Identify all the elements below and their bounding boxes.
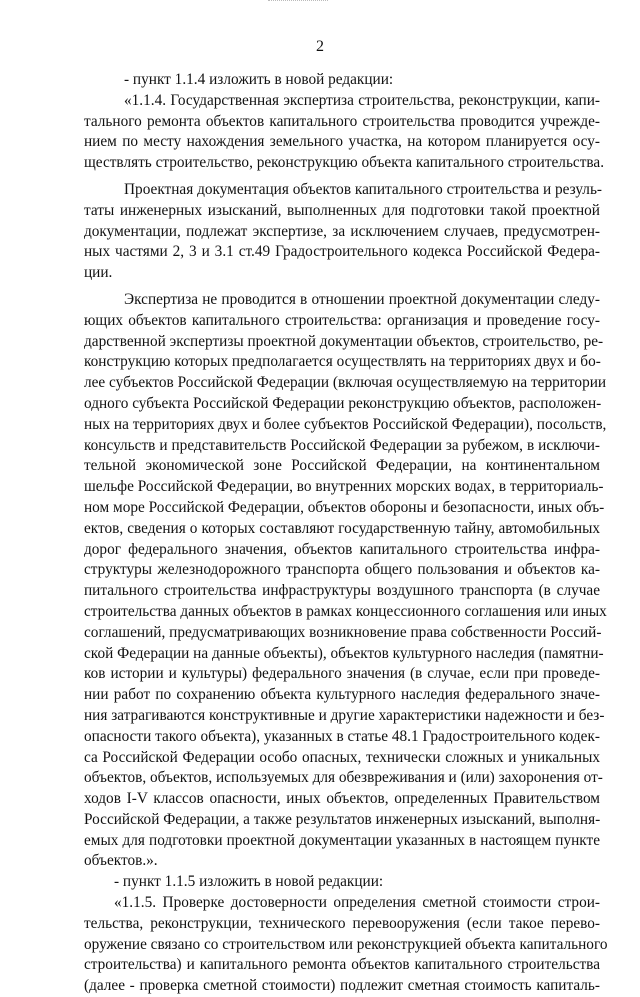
text-line: «1.1.4. Государственная экспертиза строительства, реконструкции, капи- <box>124 91 600 109</box>
text-line: ния затрагиваются конструктивные и другие характеристики надежности и без- <box>84 706 605 724</box>
text-line: структуры железнодорожного транспорта общего пользования и объектов ка- <box>84 561 600 579</box>
text-line: емых для подготовки проектной документации указанных в настоящем пункте <box>84 831 600 849</box>
text-line: тального ремонта объектов капитального строительства проводится учрежде- <box>84 112 600 130</box>
text-line: Экспертиза не проводится в отношении проектной документации следу- <box>124 290 600 308</box>
text-line: (далее - проверка сметной стоимости) подлежит сметная стоимость капиталь- <box>84 977 600 995</box>
text-line: нии работ по сохранению объекта культурного наследия федерального значе- <box>84 686 600 704</box>
text-line: строительства данных объектов в рамках концессионного соглашения или иных <box>84 602 607 620</box>
text-line: строительства) и капитального ремонта объектов капитального строительства <box>84 956 600 974</box>
text-line: документации, подлежат экспертизе, за исключением случаев, предусмотрен- <box>84 222 600 240</box>
text-line: ществлять строительство, реконструкцию объекта капитального строительства. <box>84 154 605 172</box>
text-line: ных частями 2, 3 и 3.1 ст.49 Градостроительного кодекса Российской Федера- <box>84 243 600 261</box>
text-line: лее субъектов Российской Федерации (включая осуществляемую на территории <box>84 374 607 392</box>
text-line: таты инженерных изысканий, выполненных для подготовки такой проектной <box>84 201 600 219</box>
text-line: одного субъекта Российской Федерации реконструкцию объектов, расположен- <box>84 394 602 412</box>
text-line: объектов.». <box>84 852 158 870</box>
text-line: ков истории и культуры) федерального значения (в случае, если при проведе- <box>84 665 600 683</box>
page-number: 2 <box>316 38 324 55</box>
text-line: ходов I-V классов опасности, иных объектов, определенных Правительством <box>84 790 600 808</box>
text-line: тельной экономической зоне Российской Федерации, на континентальном <box>84 457 600 475</box>
text-line: ектов, сведения о которых составляют государственную тайну, автомобильных <box>84 519 600 537</box>
text-line: шельфе Российской Федерации, во внутренних морских водах, в территориаль- <box>84 478 604 496</box>
text-line: Проектная документация объектов капитального строительства и резуль- <box>124 180 603 198</box>
text-line: нием по месту нахождения земельного участка, на котором планируется осу- <box>84 133 600 151</box>
text-line: ном море Российской Федерации, объектов обороны и безопасности, иных объ- <box>84 498 605 516</box>
text-line: ющих объектов капитального строительства: организация и проведение госу- <box>84 311 600 329</box>
text-line: питального строительства инфраструктуры воздушного транспорта (в случае <box>84 582 600 600</box>
text-line: оружение связано со строительством или реконструкцией объекта капитального <box>84 935 608 953</box>
text-line: ных на территориях двух и более субъектов Российской Федерации), посольств, <box>84 415 607 433</box>
text-line: консульств и представительств Российской Федерации за рубежом, в исключи- <box>84 436 600 454</box>
text-line: объектов, объектов, используемых для обезвреживания и (или) захоронения от- <box>84 769 603 787</box>
text-line: тельства, реконструкции, технического перевооружения (если такое перево- <box>84 914 600 932</box>
text-line: дарственной экспертизы проектной документации объектов, строительство, ре- <box>84 332 604 350</box>
document-body <box>84 70 608 997</box>
text-line: са Российской Федерации особо опасных, технически сложных и уникальных <box>84 748 600 766</box>
text-line: «1.1.5. Проверке достоверности определения сметной стоимости строи- <box>114 894 600 912</box>
text-line: конструкцию которых предполагается осуществлять на территориях двух и бо- <box>84 353 601 371</box>
text-line: дорог федерального значения, объектов капитального строительства инфра- <box>84 540 600 558</box>
text-line: - пункт 1.1.4 изложить в новой редакции: <box>124 71 394 88</box>
text-line: - пункт 1.1.5 изложить в новой редакции: <box>114 873 384 891</box>
text-line: Российской Федерации, а также результатов инженерных изысканий, выполня- <box>84 810 601 828</box>
text-line: опасности такого объекта), указанных в статье 48.1 Градостроительного кодек- <box>84 727 600 745</box>
scan-artifact <box>268 0 328 5</box>
text-line: ции. <box>84 264 113 282</box>
text-line: ской Федерации на данные объекты), объектов культурного наследия (памятни- <box>84 644 604 662</box>
text-line: соглашений, предусматривающих возникновение права собственности Россий- <box>84 623 602 641</box>
